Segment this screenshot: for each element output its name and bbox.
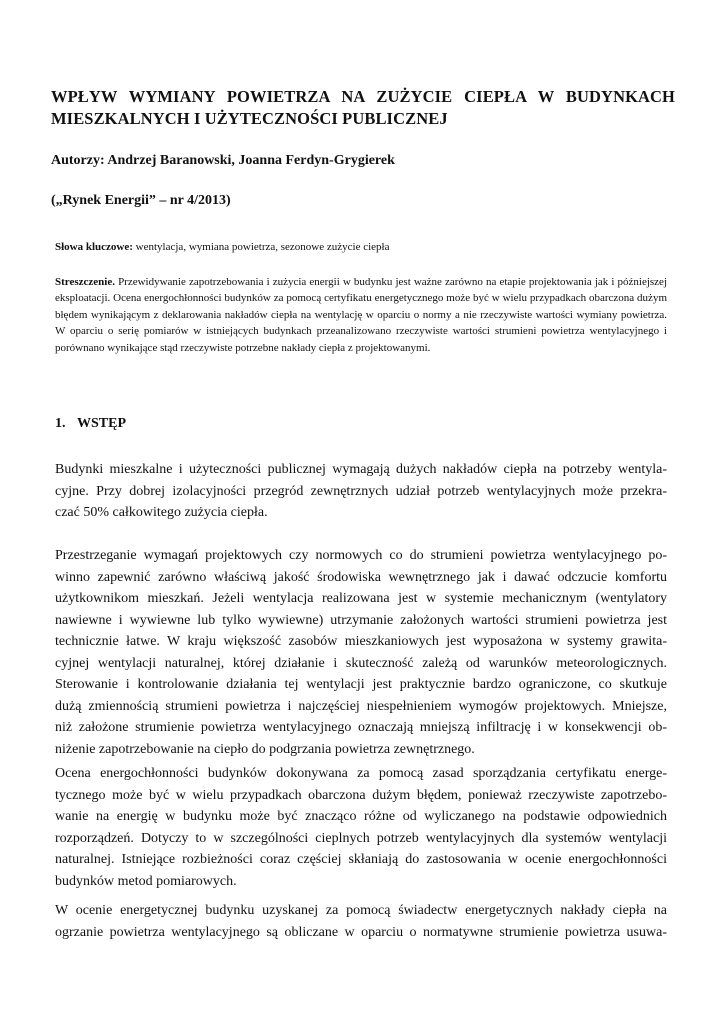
paragraph-line: dużą zmiennością strumieni powietrza i najczęściej niespełnieniem wymogów projektowych. Mniejsze, <box>55 698 667 714</box>
source-citation: („Rynek Energii” – nr 4/2013) <box>51 193 231 208</box>
paragraph-line: budynków metod pomiarowych. <box>55 873 237 889</box>
paragraph-line: nawiewne i wywiewne lub tylko wywiewne) utrzymanie założonych wartości strumieni powietrza jest <box>55 612 667 628</box>
paragraph-line: ogrzanie powietrza wentylacyjnego są obliczane w oparciu o normatywne strumienie powietrza usuwa- <box>55 924 667 940</box>
section-number: 1. <box>55 416 66 431</box>
paragraph-line: Ocena energochłonności budynków dokonywana za pomocą zasad sporządzania certyfikatu energe- <box>55 766 667 781</box>
abstract-block <box>55 274 667 356</box>
body-paragraph-3 <box>55 763 667 892</box>
paragraph-line: wanie na energię w budynku może być znacząco różne od wyliczanego na podstawie odpowiednich <box>55 809 667 824</box>
abstract-text: Przewidywanie zapotrzebowania i zużycia energii w budynku jest ważne zarówno na etapie projektowania jak i późniejszej eksploatacji. Ocena energochłonności budynków za pomocą certyfikatu energetycznego może być w wielu przypadkach obarczona dużym błędem wynikającym z deklarowania nakładów ciepła na wentylację w oparciu o normy a nie rzeczywiste wartości wymiany powietrza. W oparciu o serię pomiarów w istniejących budynkach przeanalizowano rzeczywiste wartości strumieni powietrza wentylacyjnego i porównano wynikające stąd rzeczywiste potrzebne nakłady ciepła z projektowanymi. <box>55 276 667 354</box>
paragraph-line: tycznego może być w wielu przypadkach obarczona dużym błędem, ponieważ rzeczywiste zapotrzebo- <box>55 787 667 803</box>
keywords-text: wentylacja, wymiana powietrza, sezonowe zużycie ciepła <box>132 241 390 253</box>
paragraph-line: technicznie łatwe. W kraju większość zasobów mieszkaniowych jest wyposażona w systemy grawita- <box>55 634 667 649</box>
keywords-label: Słowa kluczowe: <box>55 241 133 253</box>
paragraph-line: W ocenie energetycznej budynku uzyskanej za pomocą świadectw energetycznych nakłady ciepła na <box>55 903 667 918</box>
body-paragraph-2 <box>55 545 667 760</box>
title-line-2: MIESZKALNYCH I UŻYTECZNOŚCI PUBLICZNEJ <box>51 109 448 128</box>
paragraph-line: Budynki mieszkalne i użyteczności publicznej wymagają dużych nakładów ciepła na potrzeby wentyla- <box>55 462 667 477</box>
paragraph-line: Przestrzeganie wymagań projektowych czy normowych co do strumieni powietrza wentylacyjnego po- <box>55 548 667 563</box>
paragraph-line: niż założone strumienie powietrza wentylacyjnego oznaczają mniejszą infiltrację i w konsekwencji ob- <box>55 720 667 735</box>
abstract-label: Streszczenie. <box>55 276 115 288</box>
body-paragraph-4 <box>55 900 667 943</box>
document-title <box>51 86 675 130</box>
authors-line: Autorzy: Andrzej Baranowski, Joanna Ferdyn-Grygierek <box>51 153 395 168</box>
section-title: WSTĘP <box>77 416 127 431</box>
paragraph-line: naturalnej. Istniejące rozbieżności coraz częściej skłaniają do zastosowania w ocenie energochłonności <box>55 852 667 867</box>
title-line-1: WPŁYW WYMIANY POWIETRZA NA ZUŻYCIE CIEPŁA W BUDYNKACH <box>51 87 675 106</box>
paragraph-line: użytkownikom mieszkań. Jeżeli wentylacja realizowana jest w systemie mechanicznym (wentylatory <box>55 591 667 606</box>
section-heading <box>55 415 126 433</box>
body-paragraph-1 <box>55 459 667 524</box>
paragraph-line: czać 50% całkowitego zużycia ciepła. <box>55 505 268 520</box>
paragraph-line: niżenie zapotrzebowanie na ciepło do podgrzania powietrza zewnętrznego. <box>55 741 475 757</box>
paragraph-line: rozporządzeń. Dotyczy to w szczególności cieplnych potrzeb wentylacyjnych dla systemów wentylacji <box>55 830 667 846</box>
paragraph-line: cyjnej wentylacji naturalnej, której działanie i skuteczność zależą od warunków meteorologicznych. <box>55 655 667 671</box>
keywords-block <box>55 240 667 255</box>
paragraph-line: cyjne. Przy dobrej izolacyjności przegród zewnętrznych udział potrzeb wentylacyjnych może przekra- <box>55 483 667 499</box>
paragraph-line: winno zapewnić zarówno właściwą jakość środowiska wewnętrznego jak i dawać odczucie komfortu <box>55 569 667 585</box>
paragraph-line: Sterowanie i kontrolowanie działania tej wentylacji jest praktycznie bardzo ograniczone, co skutkuje <box>55 677 667 692</box>
